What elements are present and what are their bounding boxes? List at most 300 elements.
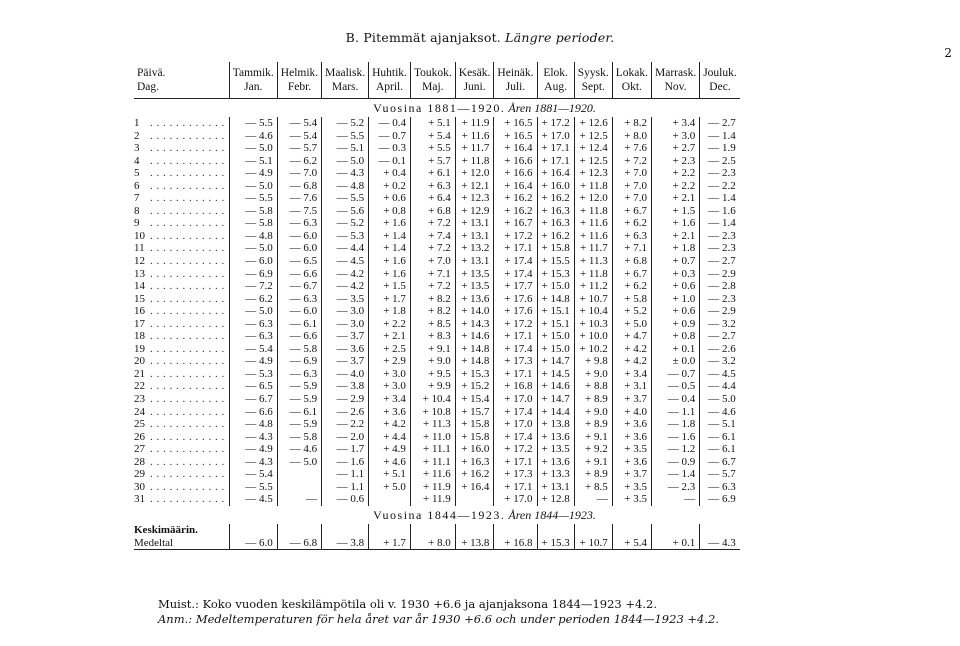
value-cell: — 1.6 bbox=[322, 456, 369, 469]
value-cell: + 16.8 bbox=[494, 380, 537, 393]
value-cell: — 4.4 bbox=[700, 380, 740, 393]
value-cell: — 5.1 bbox=[700, 418, 740, 431]
value-cell: + 2.5 bbox=[369, 343, 411, 356]
day-number: 22 bbox=[134, 380, 145, 393]
value-cell: + 9.0 bbox=[574, 368, 612, 381]
value-cell: + 7.1 bbox=[612, 242, 651, 255]
day-number: 7 bbox=[134, 192, 140, 205]
value-cell: + 6.7 bbox=[612, 205, 651, 218]
value-cell: — 6.7 bbox=[229, 393, 277, 406]
header-month-9: Syysk. Sept. bbox=[574, 62, 612, 99]
value-cell: — 5.0 bbox=[322, 155, 369, 168]
value-cell: + 16.2 bbox=[494, 205, 537, 218]
value-cell: — 5.2 bbox=[322, 217, 369, 230]
value-cell: + 10.7 bbox=[574, 524, 612, 550]
value-cell: — 0.3 bbox=[369, 142, 411, 155]
value-cell: — 2.7 bbox=[700, 117, 740, 130]
value-cell: + 4.2 bbox=[612, 355, 651, 368]
day-number: 2 bbox=[134, 129, 140, 142]
value-cell: + 5.5 bbox=[410, 142, 455, 155]
value-cell: + 4.6 bbox=[369, 456, 411, 469]
value-cell: + 3.0 bbox=[652, 130, 700, 143]
value-cell: — 3.7 bbox=[322, 355, 369, 368]
value-cell: + 13.6 bbox=[537, 431, 574, 444]
day-number: 17 bbox=[134, 317, 145, 330]
value-cell: + 16.3 bbox=[537, 205, 574, 218]
value-cell: + 5.4 bbox=[612, 524, 651, 550]
value-cell: + 8.9 bbox=[574, 418, 612, 431]
value-cell: + 7.4 bbox=[410, 230, 455, 243]
value-cell: — 1.4 bbox=[700, 192, 740, 205]
value-cell: + 14.6 bbox=[537, 380, 574, 393]
value-cell: + 2.2 bbox=[369, 318, 411, 331]
value-cell: + 15.0 bbox=[537, 343, 574, 356]
value-cell: + 0.6 bbox=[652, 280, 700, 293]
value-cell: — 0.1 bbox=[369, 155, 411, 168]
leader-dots: . . . . . . . . . . . . bbox=[150, 443, 225, 456]
value-cell: + 16.5 bbox=[494, 117, 537, 130]
value-cell: + 9.5 bbox=[410, 368, 455, 381]
value-cell: + 9.8 bbox=[574, 355, 612, 368]
value-cell: + 12.1 bbox=[455, 180, 494, 193]
value-cell: — 3.2 bbox=[700, 355, 740, 368]
value-cell: + 10.3 bbox=[574, 318, 612, 331]
value-cell: + 15.8 bbox=[455, 431, 494, 444]
value-cell: + 3.0 bbox=[369, 380, 411, 393]
day-cell bbox=[134, 242, 229, 255]
leader-dots: . . . . . . . . . . . . bbox=[150, 229, 225, 242]
value-cell: — 4.5 bbox=[700, 368, 740, 381]
value-cell: + 12.3 bbox=[455, 192, 494, 205]
leader-dots: . . . . . . . . . . . . bbox=[150, 280, 225, 293]
value-cell: + 16.7 bbox=[494, 217, 537, 230]
value-cell: + 17.2 bbox=[494, 230, 537, 243]
value-cell bbox=[369, 493, 411, 506]
value-cell: + 12.0 bbox=[455, 167, 494, 180]
value-cell: — 3.6 bbox=[322, 343, 369, 356]
value-cell: + 17.7 bbox=[494, 280, 537, 293]
value-cell: — 6.8 bbox=[277, 524, 321, 550]
value-cell: — 5.8 bbox=[277, 343, 321, 356]
value-cell: — 5.4 bbox=[229, 343, 277, 356]
value-cell: + 13.1 bbox=[455, 217, 494, 230]
day-cell bbox=[134, 293, 229, 306]
value-cell: + 0.2 bbox=[369, 180, 411, 193]
value-cell: + 11.6 bbox=[574, 230, 612, 243]
day-cell bbox=[134, 468, 229, 481]
value-cell: + 13.1 bbox=[537, 481, 574, 494]
day-number: 9 bbox=[134, 217, 140, 230]
day-cell bbox=[134, 268, 229, 281]
day-cell bbox=[134, 217, 229, 230]
value-cell: — 1.4 bbox=[700, 217, 740, 230]
day-number: 19 bbox=[134, 342, 145, 355]
leader-dots: . . . . . . . . . . . . bbox=[150, 480, 225, 493]
value-cell: + 17.6 bbox=[494, 293, 537, 306]
section-header-1844-1923: Vuosina 1844—1923. Åren 1844—1923. bbox=[373, 507, 596, 522]
value-cell: + 8.2 bbox=[410, 293, 455, 306]
value-cell: + 0.4 bbox=[369, 167, 411, 180]
value-cell: + 2.9 bbox=[369, 355, 411, 368]
value-cell: + 10.4 bbox=[574, 305, 612, 318]
value-cell: — 4.2 bbox=[322, 280, 369, 293]
value-cell bbox=[277, 481, 321, 494]
day-number: 8 bbox=[134, 204, 140, 217]
title-finnish: B. Pitemmät ajanjaksot. bbox=[345, 30, 501, 45]
value-cell: — 5.5 bbox=[322, 130, 369, 143]
table-row bbox=[134, 380, 740, 393]
value-cell: — 6.1 bbox=[700, 431, 740, 444]
day-number: 21 bbox=[134, 367, 145, 380]
value-cell: + 10.0 bbox=[574, 330, 612, 343]
value-cell: + 4.0 bbox=[612, 406, 651, 419]
value-cell: + 8.9 bbox=[574, 468, 612, 481]
value-cell: + 8.9 bbox=[574, 393, 612, 406]
value-cell: + 6.1 bbox=[410, 167, 455, 180]
value-cell: — bbox=[652, 493, 700, 506]
value-cell: + 15.3 bbox=[537, 268, 574, 281]
leader-dots: . . . . . . . . . . . . bbox=[150, 255, 225, 268]
value-cell: — 6.5 bbox=[229, 380, 277, 393]
value-cell: + 3.6 bbox=[612, 431, 651, 444]
value-cell: + 13.8 bbox=[537, 418, 574, 431]
day-number: 4 bbox=[134, 154, 140, 167]
day-cell bbox=[134, 155, 229, 168]
value-cell: + 6.2 bbox=[612, 280, 651, 293]
value-cell: + 14.7 bbox=[537, 355, 574, 368]
value-cell: — 6.9 bbox=[700, 493, 740, 506]
value-cell: + 15.1 bbox=[537, 305, 574, 318]
value-cell: + 2.1 bbox=[652, 230, 700, 243]
value-cell: + 15.0 bbox=[537, 330, 574, 343]
day-cell bbox=[134, 368, 229, 381]
value-cell: + 1.6 bbox=[369, 217, 411, 230]
value-cell: + 7.2 bbox=[410, 217, 455, 230]
value-cell: + 3.1 bbox=[612, 380, 651, 393]
leader-dots: . . . . . . . . . . . . bbox=[150, 142, 225, 155]
value-cell: + 1.5 bbox=[652, 205, 700, 218]
table-row bbox=[134, 305, 740, 318]
value-cell: + 11.8 bbox=[574, 205, 612, 218]
value-cell: + 6.4 bbox=[410, 192, 455, 205]
value-cell: + 11.6 bbox=[455, 130, 494, 143]
value-cell: + 17.4 bbox=[494, 255, 537, 268]
day-number: 28 bbox=[134, 455, 145, 468]
value-cell: + 12.0 bbox=[574, 192, 612, 205]
day-cell bbox=[134, 230, 229, 243]
value-cell: + 13.2 bbox=[455, 242, 494, 255]
value-cell: — 0.4 bbox=[652, 393, 700, 406]
value-cell: + 0.3 bbox=[652, 268, 700, 281]
value-cell: — 5.4 bbox=[277, 117, 321, 130]
day-number: 31 bbox=[134, 493, 145, 506]
value-cell: + 3.6 bbox=[612, 456, 651, 469]
table-row bbox=[134, 343, 740, 356]
day-number: 29 bbox=[134, 468, 145, 481]
header-month-11: Marrask. Nov. bbox=[652, 62, 700, 99]
value-cell: + 15.3 bbox=[537, 524, 574, 550]
value-cell: + 12.3 bbox=[574, 167, 612, 180]
value-cell: + 17.0 bbox=[494, 493, 537, 506]
value-cell: + 16.3 bbox=[455, 456, 494, 469]
table-row bbox=[134, 481, 740, 494]
value-cell: — 6.8 bbox=[277, 180, 321, 193]
value-cell: + 6.3 bbox=[612, 230, 651, 243]
value-cell: + 0.8 bbox=[369, 205, 411, 218]
value-cell: — 4.8 bbox=[322, 180, 369, 193]
value-cell: — 4.3 bbox=[229, 431, 277, 444]
header-month-10: Lokak. Okt. bbox=[612, 62, 651, 99]
value-cell: — 5.8 bbox=[229, 217, 277, 230]
value-cell: + 13.8 bbox=[455, 524, 494, 550]
value-cell: — 1.9 bbox=[700, 142, 740, 155]
value-cell: — 3.7 bbox=[322, 330, 369, 343]
value-cell: — 6.7 bbox=[277, 280, 321, 293]
value-cell: — 4.6 bbox=[700, 406, 740, 419]
value-cell: + 3.0 bbox=[369, 368, 411, 381]
table-row bbox=[134, 418, 740, 431]
value-cell: — 5.5 bbox=[229, 481, 277, 494]
value-cell: + 11.3 bbox=[574, 255, 612, 268]
value-cell: + 17.1 bbox=[494, 242, 537, 255]
value-cell: + 1.5 bbox=[369, 280, 411, 293]
header-month-1: Tammik. Jan. bbox=[229, 62, 277, 99]
value-cell: — 2.9 bbox=[322, 393, 369, 406]
value-cell: + 16.8 bbox=[494, 524, 537, 550]
value-cell: + 15.4 bbox=[455, 393, 494, 406]
value-cell: + 0.1 bbox=[652, 524, 700, 550]
value-cell: — 4.0 bbox=[322, 368, 369, 381]
value-cell: — 2.9 bbox=[700, 305, 740, 318]
value-cell: — 6.9 bbox=[277, 355, 321, 368]
value-cell: — 3.8 bbox=[322, 380, 369, 393]
value-cell: — 6.2 bbox=[229, 293, 277, 306]
value-cell: — 7.6 bbox=[277, 192, 321, 205]
value-cell: + 1.6 bbox=[369, 255, 411, 268]
value-cell: + 15.2 bbox=[455, 380, 494, 393]
value-cell: + 14.8 bbox=[537, 293, 574, 306]
value-cell: + 17.0 bbox=[494, 393, 537, 406]
day-number: 16 bbox=[134, 305, 145, 318]
value-cell: — 5.5 bbox=[322, 192, 369, 205]
day-cell bbox=[134, 192, 229, 205]
day-cell bbox=[134, 406, 229, 419]
value-cell: + 17.1 bbox=[537, 142, 574, 155]
value-cell: — 5.7 bbox=[700, 468, 740, 481]
value-cell: + 5.1 bbox=[410, 117, 455, 130]
day-cell bbox=[134, 117, 229, 130]
value-cell: — 4.2 bbox=[322, 268, 369, 281]
table-row bbox=[134, 142, 740, 155]
leader-dots: . . . . . . . . . . . . bbox=[150, 242, 225, 255]
value-cell: + 0.8 bbox=[652, 330, 700, 343]
value-cell: — 5.9 bbox=[277, 393, 321, 406]
table-body bbox=[134, 99, 740, 550]
section-header-1881-1920: Vuosina 1881—1920. Åren 1881—1920. bbox=[373, 101, 596, 115]
value-cell: + 8.0 bbox=[612, 130, 651, 143]
value-cell: + 17.4 bbox=[494, 268, 537, 281]
leader-dots: . . . . . . . . . . . . bbox=[150, 192, 225, 205]
table-row bbox=[134, 406, 740, 419]
value-cell: — 2.6 bbox=[322, 406, 369, 419]
leader-dots: . . . . . . . . . . . . bbox=[150, 493, 225, 506]
value-cell: — 1.2 bbox=[652, 443, 700, 456]
value-cell: — 6.3 bbox=[229, 318, 277, 331]
value-cell: + 3.4 bbox=[652, 117, 700, 130]
value-cell: — 1.8 bbox=[652, 418, 700, 431]
value-cell: + 11.2 bbox=[574, 280, 612, 293]
value-cell: — 3.2 bbox=[700, 318, 740, 331]
value-cell: + 7.2 bbox=[612, 155, 651, 168]
value-cell: + 3.6 bbox=[612, 418, 651, 431]
value-cell: — 3.5 bbox=[322, 293, 369, 306]
value-cell: — 1.6 bbox=[700, 205, 740, 218]
table-row bbox=[134, 293, 740, 306]
table-row bbox=[134, 242, 740, 255]
value-cell: — 4.9 bbox=[229, 355, 277, 368]
value-cell: — 5.1 bbox=[229, 155, 277, 168]
value-cell: + 1.4 bbox=[369, 242, 411, 255]
value-cell: + 16.6 bbox=[494, 155, 537, 168]
day-number: 26 bbox=[134, 430, 145, 443]
value-cell: + 17.4 bbox=[494, 406, 537, 419]
value-cell: + 11.1 bbox=[410, 443, 455, 456]
value-cell: — 0.6 bbox=[322, 493, 369, 506]
value-cell: + 15.3 bbox=[455, 368, 494, 381]
value-cell: — 6.0 bbox=[277, 305, 321, 318]
value-cell: — 2.3 bbox=[700, 230, 740, 243]
value-cell: — 6.3 bbox=[277, 293, 321, 306]
value-cell: — 2.2 bbox=[322, 418, 369, 431]
day-number: 14 bbox=[134, 280, 145, 293]
table-row bbox=[134, 443, 740, 456]
value-cell: — 6.6 bbox=[277, 330, 321, 343]
value-cell: + 16.3 bbox=[537, 217, 574, 230]
leader-dots: . . . . . . . . . . . . bbox=[150, 430, 225, 443]
value-cell: + 14.5 bbox=[537, 368, 574, 381]
value-cell: + 10.2 bbox=[574, 343, 612, 356]
day-number: 13 bbox=[134, 267, 145, 280]
header-month-12: Jouluk. Dec. bbox=[700, 62, 740, 99]
leader-dots: . . . . . . . . . . . . bbox=[150, 117, 225, 129]
value-cell: + 5.4 bbox=[410, 130, 455, 143]
leader-dots: . . . . . . . . . . . . bbox=[150, 167, 225, 180]
value-cell: — 6.5 bbox=[277, 255, 321, 268]
value-cell: + 4.2 bbox=[612, 343, 651, 356]
value-cell: + 7.0 bbox=[612, 167, 651, 180]
day-cell bbox=[134, 393, 229, 406]
value-cell: — 4.5 bbox=[229, 493, 277, 506]
leader-dots: . . . . . . . . . . . . bbox=[150, 267, 225, 280]
value-cell: — 5.9 bbox=[277, 418, 321, 431]
value-cell: + 11.9 bbox=[410, 493, 455, 506]
value-cell: + 14.0 bbox=[455, 305, 494, 318]
value-cell: — 6.0 bbox=[229, 524, 277, 550]
value-cell: + 17.2 bbox=[537, 117, 574, 130]
table-row bbox=[134, 117, 740, 130]
value-cell: — 0.9 bbox=[652, 456, 700, 469]
value-cell: + 9.1 bbox=[574, 431, 612, 444]
value-cell: + 1.8 bbox=[652, 242, 700, 255]
leader-dots: . . . . . . . . . . . . bbox=[150, 468, 225, 481]
value-cell: + 1.6 bbox=[652, 217, 700, 230]
value-cell: — 6.1 bbox=[277, 406, 321, 419]
value-cell: — 4.8 bbox=[229, 230, 277, 243]
header-month-8: Elok. Aug. bbox=[537, 62, 574, 99]
value-cell: + 14.8 bbox=[455, 355, 494, 368]
notes bbox=[158, 597, 719, 627]
value-cell: — 6.3 bbox=[277, 368, 321, 381]
day-number: 27 bbox=[134, 443, 145, 456]
value-cell: + 2.1 bbox=[369, 330, 411, 343]
mean-row bbox=[134, 524, 740, 550]
value-cell: — 5.0 bbox=[229, 305, 277, 318]
value-cell: — 6.0 bbox=[277, 242, 321, 255]
value-cell: — 1.4 bbox=[700, 130, 740, 143]
day-cell bbox=[134, 330, 229, 343]
table-row bbox=[134, 230, 740, 243]
value-cell: — 6.3 bbox=[277, 217, 321, 230]
header-month-4: Huhtik. April. bbox=[369, 62, 411, 99]
day-cell bbox=[134, 380, 229, 393]
value-cell: — 2.3 bbox=[700, 242, 740, 255]
value-cell: + 13.3 bbox=[537, 468, 574, 481]
value-cell: + 4.4 bbox=[369, 431, 411, 444]
value-cell: + 11.8 bbox=[455, 155, 494, 168]
value-cell: — 2.7 bbox=[700, 255, 740, 268]
value-cell: + 4.2 bbox=[369, 418, 411, 431]
table-row bbox=[134, 468, 740, 481]
value-cell: — 4.8 bbox=[229, 418, 277, 431]
value-cell: + 8.8 bbox=[574, 380, 612, 393]
value-cell: — 2.3 bbox=[652, 481, 700, 494]
value-cell: — 2.3 bbox=[700, 293, 740, 306]
leader-dots: . . . . . . . . . . . . bbox=[150, 129, 225, 142]
value-cell: + 7.0 bbox=[410, 255, 455, 268]
value-cell: + 14.8 bbox=[455, 343, 494, 356]
value-cell: + 17.3 bbox=[494, 355, 537, 368]
leader-dots: . . . . . . . . . . . . bbox=[150, 217, 225, 230]
header-day: Päivä. Dag. bbox=[134, 62, 229, 99]
value-cell: — 6.0 bbox=[229, 255, 277, 268]
value-cell: + 16.5 bbox=[494, 130, 537, 143]
value-cell: + 17.3 bbox=[494, 468, 537, 481]
value-cell: + 16.4 bbox=[537, 167, 574, 180]
day-number: 23 bbox=[134, 393, 145, 406]
day-cell bbox=[134, 142, 229, 155]
day-number: 20 bbox=[134, 355, 145, 368]
day-number: 11 bbox=[134, 242, 145, 255]
value-cell: — 4.3 bbox=[322, 167, 369, 180]
day-number: 15 bbox=[134, 292, 145, 305]
leader-dots: . . . . . . . . . . . . bbox=[150, 355, 225, 368]
value-cell: + 7.6 bbox=[612, 142, 651, 155]
value-cell: + 5.0 bbox=[612, 318, 651, 331]
value-cell: + 8.0 bbox=[410, 524, 455, 550]
value-cell: + 15.1 bbox=[537, 318, 574, 331]
value-cell: + 14.7 bbox=[537, 393, 574, 406]
value-cell: — 0.7 bbox=[652, 368, 700, 381]
value-cell: — 4.9 bbox=[229, 443, 277, 456]
value-cell: ± 0.0 bbox=[652, 355, 700, 368]
value-cell: + 15.8 bbox=[537, 242, 574, 255]
value-cell: — 6.7 bbox=[700, 456, 740, 469]
table-row bbox=[134, 180, 740, 193]
value-cell: — 7.2 bbox=[229, 280, 277, 293]
value-cell: — 4.6 bbox=[229, 130, 277, 143]
value-cell: + 13.1 bbox=[455, 230, 494, 243]
value-cell: + 14.6 bbox=[455, 330, 494, 343]
